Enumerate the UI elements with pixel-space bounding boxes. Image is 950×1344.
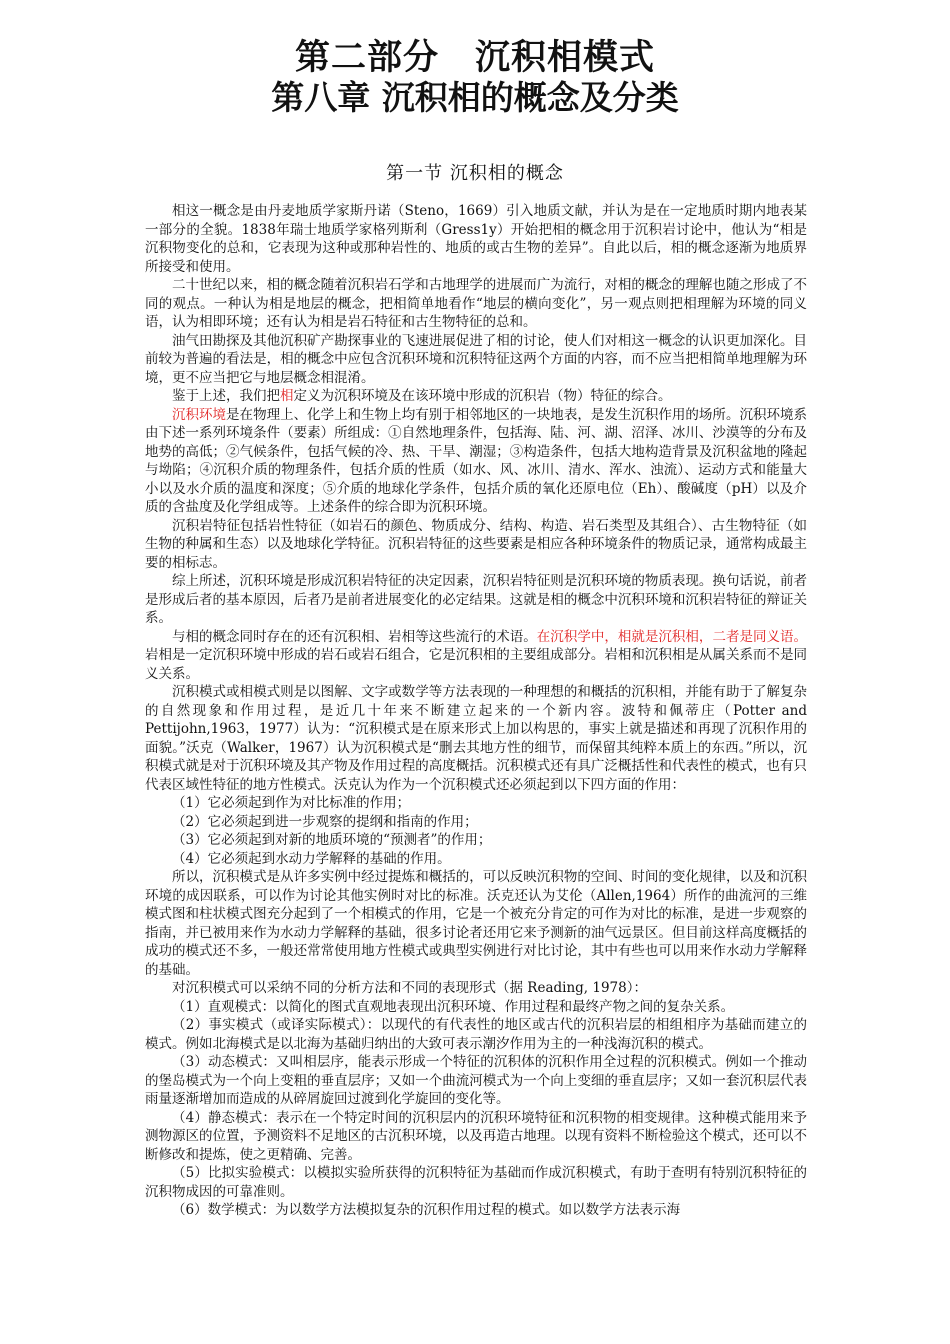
document-body: [145, 202, 807, 1220]
list-item-model-6: （6）数学模式：为以数学方法模拟复杂的沉积作用过程的模式。如以数学方法表示海: [172, 1202, 681, 1218]
definition-rest: 定义为沉积环境及在该环境中形成的沉积岩（物）特征的综合。: [293, 388, 672, 404]
highlight-synonym-statement: 在沉积学中，相就是沉积相，二者是同义语。: [536, 628, 808, 645]
paragraph-terminology: [145, 628, 807, 684]
section-title: 第一节 沉积相的概念: [386, 163, 564, 184]
list-item-model-2: （2）事实模式（或译实际模式）：以现代的有代表性的地区或古代的沉积岩层的相组相序为基础而建立的模式。例如北海模式是以北海为基础归纳出的大致可表示潮汐作用为主的一种浅海沉积的模式。: [145, 1017, 807, 1052]
list-item-function-1: （1）它必须起到作为对比标准的作用；: [172, 795, 411, 811]
paragraph-model-types-intro: 对沉积模式可以采纳不同的分析方法和不同的表现形式（据 Reading, 1978）：: [172, 980, 647, 996]
list-item-function-4: （4）它必须起到水动力学解释的基础的作用。: [172, 850, 451, 867]
paragraph-model-significance: 所以，沉积模式是从许多实例中经过提炼和概括的，可以反映沉积物的空间、时间的变化规律，以及和沉积环境的成因联系，可以作为讨论其他实例时对比的标准。沃克还认为艾伦（Allen,1964）所作的曲流河的三维模式图和柱状模式图充分起到了一个相模式的作用，它是一个被充分肯定的可作为对比的标准，是进一步观察的指南，并已被用来作为水动力学解释的基础，很多讨论者还用它来予测新的油气远景区。但目前这样高度概括的成功的模式还不多，一般还常常使用地方性模式或典型实例进行对比讨论，其中有些也可以用来作水动力学解释的基础。: [145, 869, 807, 978]
paragraph-facies-views: 二十世纪以来，相的概念随着沉积岩石学和古地理学的进展而广为流行，对相的概念的理解也随之形成了不同的观点。一种认为相是地层的概念，把相简单地看作“地层的横向变化”，另一观点则把相理解为环境的同义语，认为相即环境；还有认为相是岩石特征和古生物特征的总和。: [145, 277, 807, 330]
definition-lead: 鉴于上述，我们把: [172, 388, 280, 404]
list-item-function-3: （3）它必须起到对新的地质环境的“预测者”的作用；: [172, 832, 492, 848]
list-item-function-2: （2）它必须起到进一步观察的提纲和指南的作用；: [172, 813, 478, 830]
terminology-rest: 岩相是一定沉积环境中形成的岩石或岩石组合，它是沉积相的主要组成部分。岩相和沉积相是从属关系而不是同义关系。: [145, 647, 807, 682]
highlight-environment-term: 沉积环境: [172, 406, 227, 423]
paragraph-sedimentary-environment: [145, 406, 807, 517]
part-title: 第二部分 沉积相模式: [294, 38, 655, 78]
list-item-model-1: （1）直观模式：以简化的图式直观地表现出沉积环境、作用过程和最终产物之间的复杂关系。: [172, 998, 735, 1015]
paragraph-summary: 综上所述，沉积环境是形成沉积岩特征的决定因素，沉积岩特征则是沉积环境的物质表现。换句话说，前者是形成后者的基本原因，后者乃是前者进展变化的必定结果。这就是相的概念中沉积环境和沉积岩特征的辩证关系。: [145, 573, 807, 626]
paragraph-facies-model: 沉积模式或相模式则是以图解、文字或数学等方法表现的一种理想的和概括的沉积相，并能有助于了解复杂的自然现象和作用过程，是近几十年来不断建立起来的一个新内容。波特和佩蒂庄（Potter and Pettijohn,1963，1977）认为：“沉积模式是在原来形式上加以构思的，事实上就是描述和再现了沉积作用的面貌。”沃克（Walker，1967）认为沉积模式是“删去其地方性的细节，而保留其纯粹本质上的东西。”所以，沉积模式就是对于沉积环境及其产物及作用过程的高度概括。沉积模式还有具广泛概括性和代表性的模式，也有只代表区域性特征的地方性模式。沃克认为作为一个沉积模式还必须起到以下四方面的作用：: [145, 684, 807, 793]
paragraph-facies-understanding: 油气田勘探及其他沉积矿产勘探事业的飞速进展促进了相的讨论，使人们对相这一概念的认识更加深化。目前较为普遍的看法是，相的概念中应包含沉积环境和沉积特征这两个方面的内容，而不应当把相简单地理解为环境，更不应当把它与地层概念相混淆。: [145, 332, 807, 386]
list-item-model-5: （5）比拟实验模式：以模拟实验所获得的沉积特征为基础而作成沉积模式，有助于查明有特别沉积特征的沉积物成因的可靠准则。: [145, 1165, 807, 1200]
list-item-model-4: （4）静态模式：表示在一个特定时间的沉积层内的沉积环境特征和沉积物的相变规律。这种模式能用来予测物源区的位置，予测资料不足地区的古沉积环境，以及再造古地理。以现有资料不断检验这个模式，还可以不断修改和提炼，使之更精确、完善。: [145, 1109, 807, 1163]
environment-text: 是在物理上、化学上和生物上均有别于相邻地区的一块地表，是发生沉积作用的场所。沉积环境系由下述一系列环境条件（要素）所组成：①自然地理条件，包括海、陆、河、湖、沼泽、冰川、沙漠等的分布及地势的高低；②气候条件，包括气候的冷、热、干旱、潮湿；③构造条件，包括大地构造背景及沉积盆地的隆起与坳陷；④沉积介质的物理条件，包括介质的性质（如水、风、冰川、清水、浑水、浊流）、运动方式和能量大小以及水介质的温度和深度；⑤介质的地球化学条件，包括介质的氧化还原电位（Eh）、酸碱度（pH）以及介质的含盐度及化学组成等。上述条件的综合即为沉积环境。: [145, 406, 808, 515]
paragraph-rock-features: 沉积岩特征包括岩性特征（如岩石的颜色、物质成分、结构、构造、岩石类型及其组合）、古生物特征（如生物的种属和生态）以及地球化学特征。沉积岩特征的这些要素是相应各种环境条件的物质记录，通常构成最主要的相标志。: [145, 517, 807, 571]
chapter-title: 第八章 沉积相的概念及分类: [271, 78, 679, 117]
highlight-facies-term: 相: [280, 388, 294, 404]
paragraph-facies-definition: [145, 387, 807, 406]
paragraph-facies-origin: 相这一概念是由丹麦地质学家斯丹诺（Steno，1669）引入地质文献，并认为是在一定地质时期内地表某一部分的全貌。1838年瑞士地质学家格列斯利（Gress1y）开始把相的概念用于沉积岩讨论中，他认为“相是沉积物变化的总和，它表现为这种或那种岩性的、地质的或古生物的差异”。自此以后，相的概念逐渐为地质界所接受和使用。: [145, 203, 807, 275]
list-item-model-3: （3）动态模式：又叫相层序，能表示形成一个特征的沉积体的沉积作用全过程的沉积模式。例如一个推动的堡岛模式为一个向上变粗的垂直层序；又如一个曲流河模式为一个向上变细的垂直层序；又如一套沉积层代表雨量逐渐增加而造成的从碎屑旋回过渡到化学旋回的变化等。: [145, 1054, 807, 1107]
terminology-lead: 与相的概念同时存在的还有沉积相、岩相等这些流行的术语。: [172, 628, 537, 645]
